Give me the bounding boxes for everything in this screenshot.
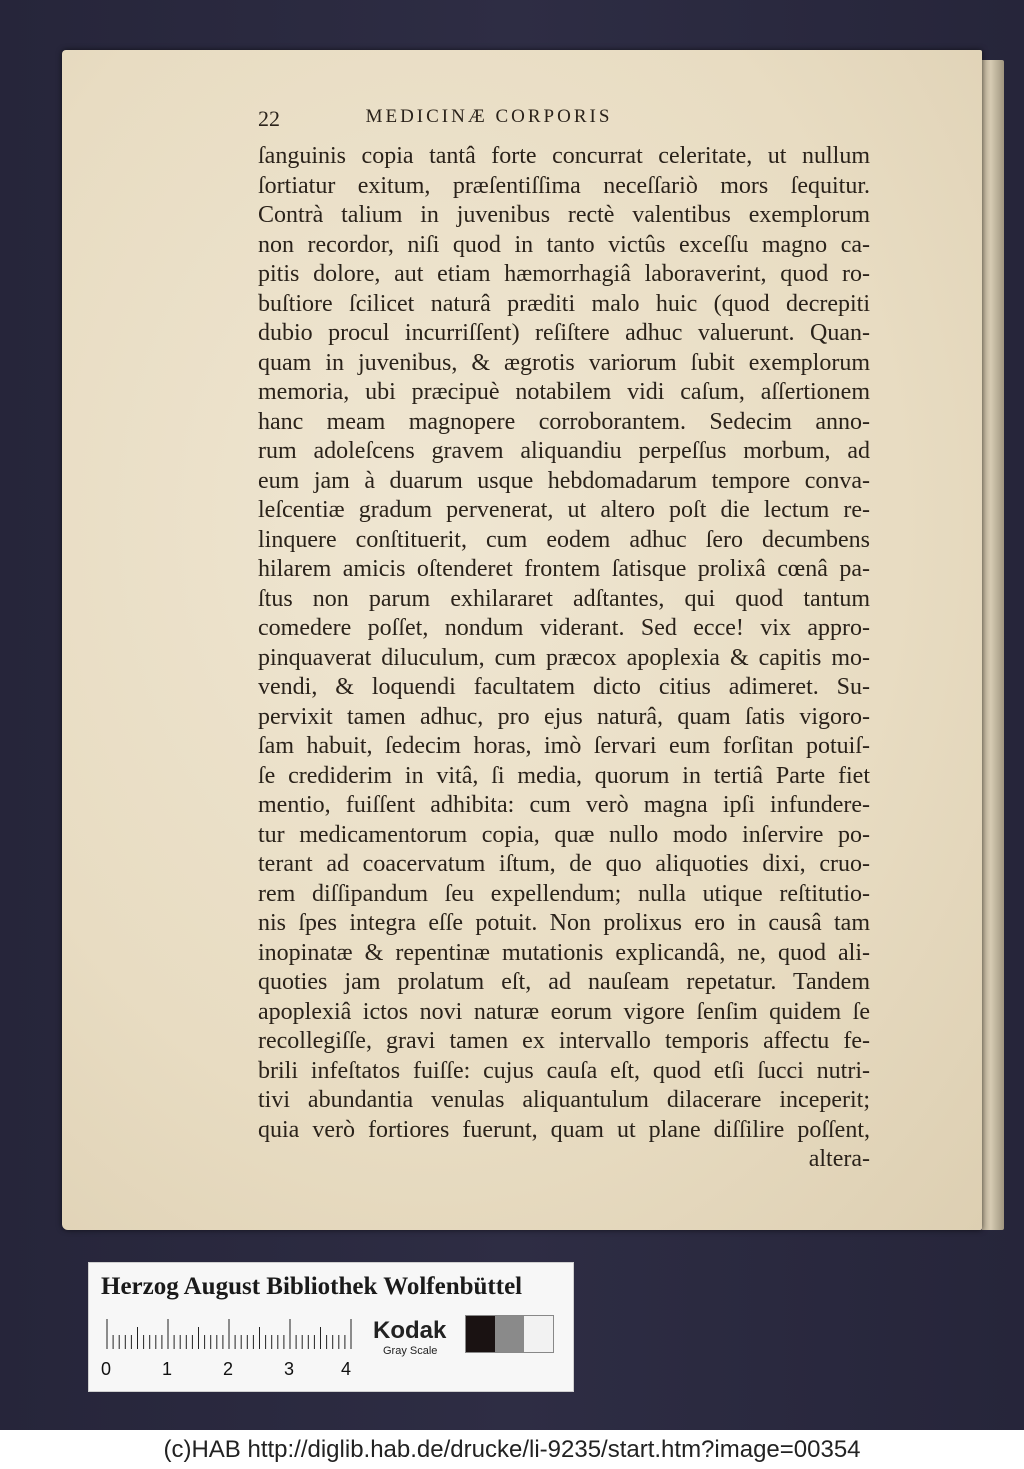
text-line: ſam habuit, ſedecim horas, imò ſervari eum forſitan potuiſ- [258,733,870,759]
next-page-edge [982,60,1004,1230]
gray-scale-label: Gray Scale [383,1345,438,1357]
text-line: quia verò fortiores fuerunt, quam ut plane diſſilire poſſent, [258,1116,870,1143]
text-line: recollegiſſe, gravi tamen ex intervallo temporis affectu fe- [258,1028,870,1054]
text-line: buſtiore ſcilicet naturâ præditi malo huic (quod decrepiti [258,290,870,317]
text-line: rem diſſipandum ſeu expellendum; nulla utique reſtitutio- [258,880,870,907]
text-line: dubio procul incurriſſent) reſiſtere adhuc valuerunt. Quan- [258,320,870,346]
text-line: comedere poſſet, nondum viderant. Sed ecce! vix appro- [258,615,870,641]
footer-credit: (c)HAB http://diglib.hab.de/drucke/li-9235/start.htm?image=00354 [0,1430,1024,1469]
swatch-dark [466,1316,495,1352]
text-line: rum adoleſcens gravem aliquandiu perpeſſus morbum, ad [258,438,870,464]
running-title: MEDICINÆ CORPORIS [365,106,613,127]
text-line: mentio, fuiſſent adhibita: cum verò magna ipſi infundere- [258,792,870,818]
text-line: ſortiatur exitum, præſentiſſima neceſſariò mors ſequitur. [258,172,870,199]
text-line: linquere conſtituerit, cum eodem adhuc ſero decumbens [258,526,870,553]
text-line: Contrà talium in juvenibus rectè valentibus exemplorum [258,202,870,228]
ruler-label-2: 2 [223,1359,234,1379]
text-line: memoria, ubi præcipuè notabilem vidi caſum, aſſertionem [258,379,870,405]
text-line: inopinatæ & repentinæ mutationis explicandâ, ne, quod ali- [258,939,870,966]
text-line: brili infeſtatos fuiſſe: cujus cauſa eſt, quod etſi ſucci nutri- [258,1057,870,1084]
ruler [105,1319,355,1349]
color-target [88,1262,574,1392]
text-line: leſcentiæ gradum pervenerat, ut altero poſt die lectum re- [258,497,870,523]
swatch-light [524,1316,553,1352]
page-header [258,106,870,136]
library-name: Herzog August Bibliothek Wolfenbüttel [101,1273,523,1300]
body-text [258,142,870,1175]
swatch-mid [495,1316,524,1352]
text-line: ſanguinis copia tantâ forte concurrat celeritate, ut nullum [258,143,870,169]
text-line: hanc meam magnopere corroborantem. Sedecim anno- [258,408,870,435]
text-line: pinquaverat diluculum, cum præcox apoplexia & capitis mo- [258,644,870,671]
catchword: altera- [808,1146,870,1172]
text-line: pervixit tamen adhuc, pro ejus naturâ, quam ſatis vigoro- [258,703,870,730]
ruler-label-4: 4 [341,1359,352,1379]
page-number: 22 [258,106,280,131]
text-line: terant ad coacervatum iſtum, de quo aliquoties dixi, cruo- [258,851,870,877]
kodak-logo: Kodak [373,1317,447,1344]
text-line: pitis dolore, aut etiam hæmorrhagiâ laboraverint, quod ro- [258,261,870,287]
text-line: tivi abundantia venulas aliquantulum dilacerare inceperit; [258,1087,870,1113]
text-line: quoties jam prolatum eſt, ad nauſeam repetatur. Tandem [258,969,870,995]
text-line: quam in juvenibus, & ægrotis variorum ſubit exemplorum [258,349,870,376]
text-line: eum jam à duarum usque hebdomadarum tempore conva- [258,467,870,494]
ruler-label-3: 3 [284,1359,295,1379]
text-line: ſtus non parum exhilararet adſtantes, qui quod tantum [258,585,870,612]
text-line: vendi, & loquendi facultatem dicto citius adimeret. Su- [258,674,870,700]
ruler-label-0: 0 [101,1359,112,1379]
text-line: ſe crediderim in vitâ, ſi media, quorum in tertiâ Parte fiet [258,762,870,789]
text-line: hilarem amicis oſtenderet frontem ſatisque prolixâ cœnâ pa- [258,556,870,582]
ruler-label-1: 1 [162,1359,173,1379]
text-line: non recordor, niſi quod in tanto victûs exceſſu magno ca- [258,231,870,258]
gray-swatches [465,1315,554,1353]
text-line: nis ſpes integra eſſe potuit. Non prolixus ero in causâ tam [258,910,870,936]
text-line: tur medicamentorum copia, quæ nullo modo inſervire po- [258,821,870,848]
text-line: apoplexiâ ictos novi naturæ eorum vigore ſenſim quidem ſe [258,998,870,1025]
